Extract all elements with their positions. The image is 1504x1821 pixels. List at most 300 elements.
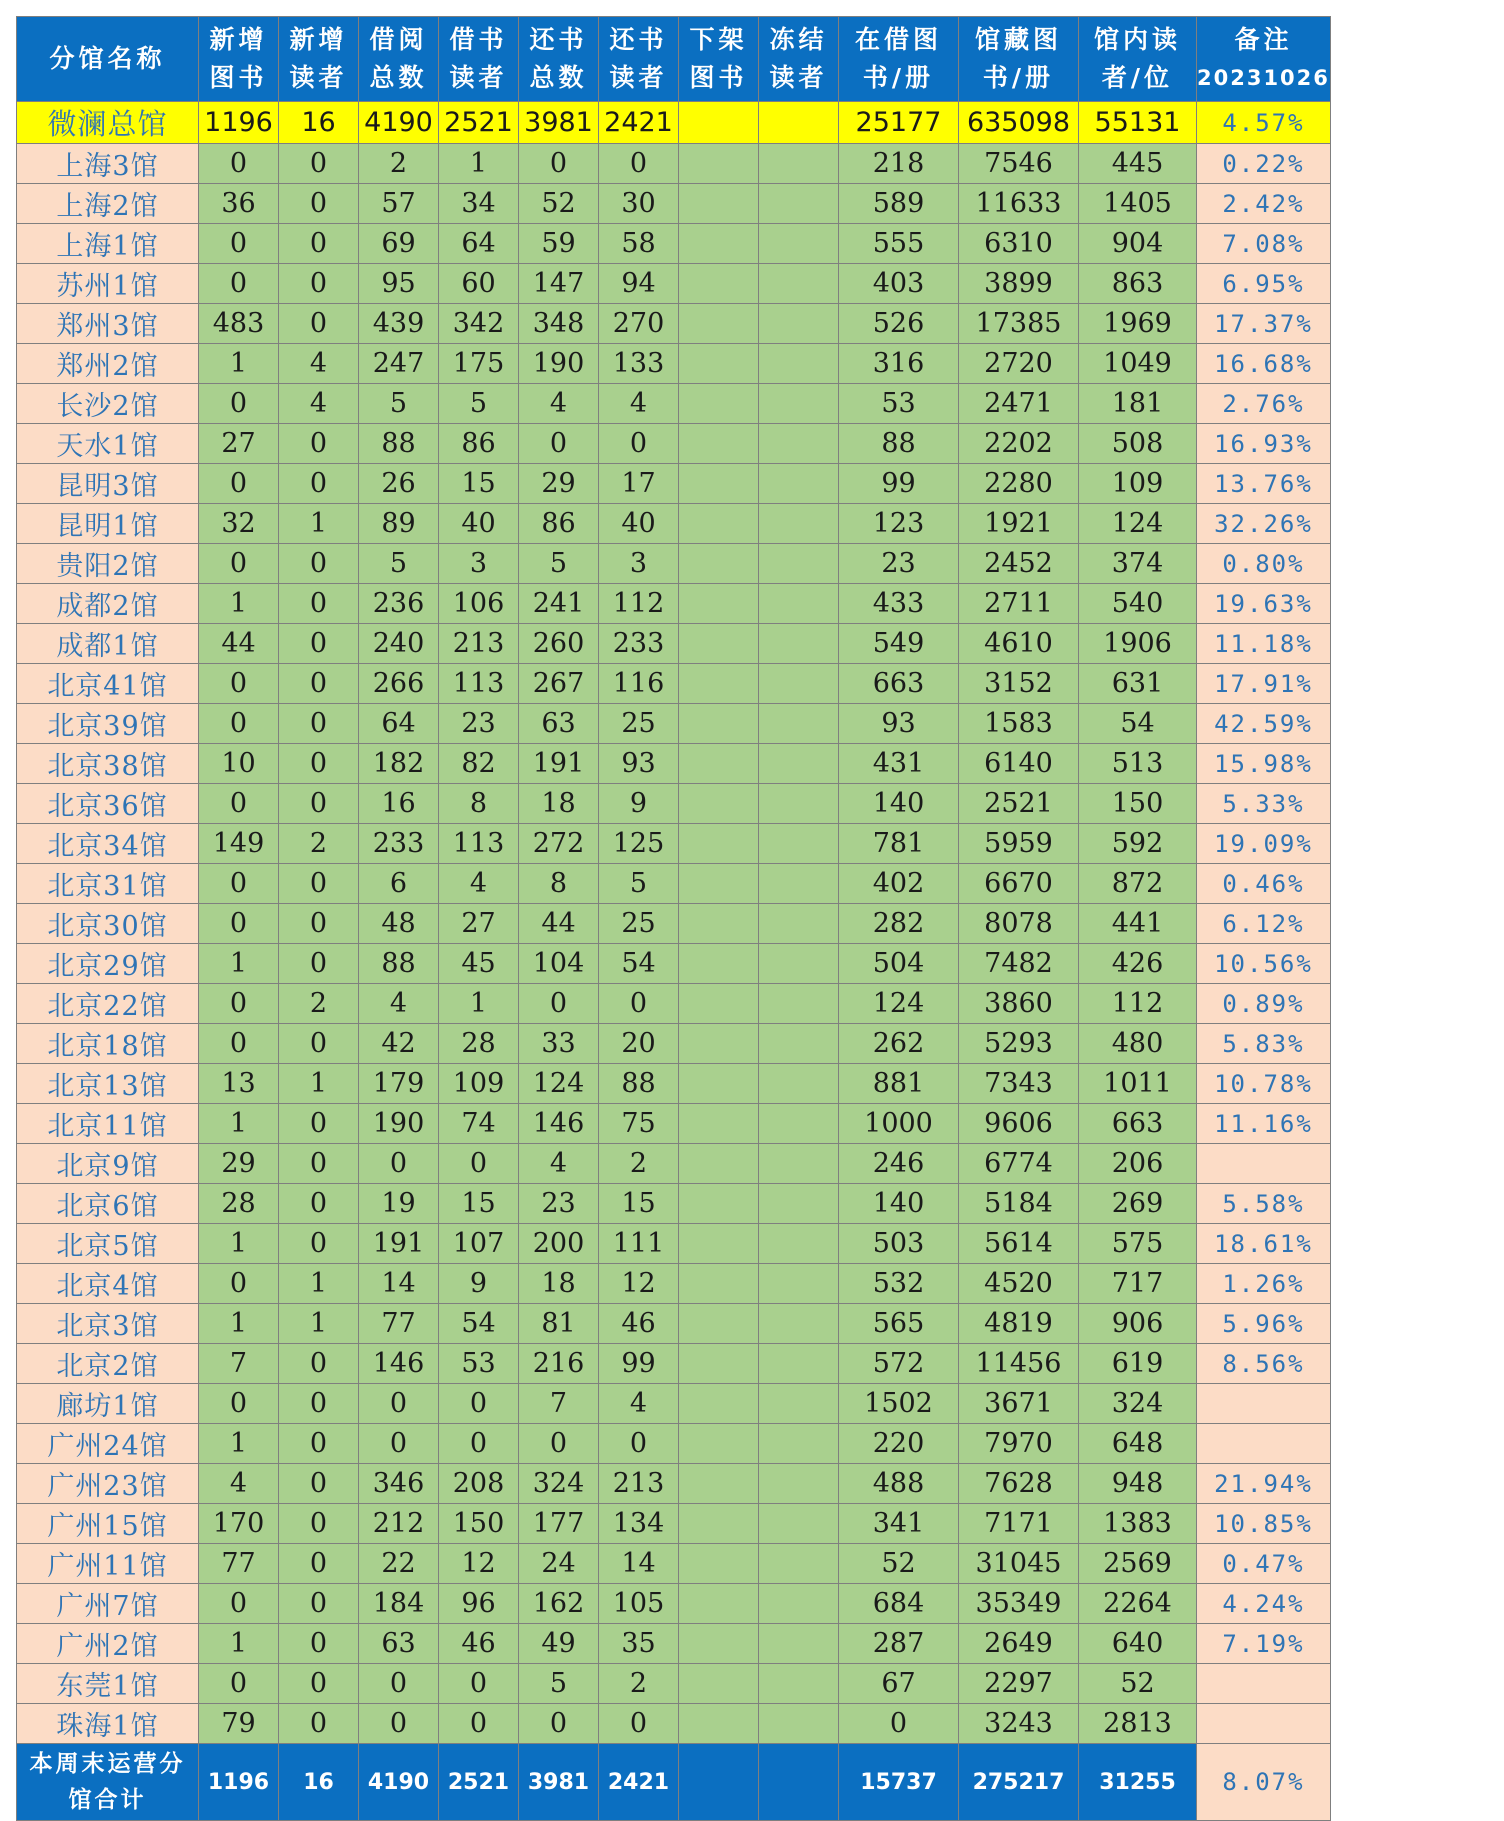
cell-note: 8.07%: [1197, 1744, 1331, 1821]
cell-removed-books: [679, 264, 759, 304]
cell-frozen-readers: [759, 984, 839, 1024]
cell-branch-name: 昆明3馆: [17, 464, 199, 504]
cell-new-books: 1: [199, 1424, 279, 1464]
table-row: [17, 824, 1331, 864]
cell-borrowing-readers: 46: [439, 1624, 519, 1664]
cell-total-returns: 33: [519, 1024, 599, 1064]
cell-returning-readers: 233: [599, 624, 679, 664]
cell-books-on-loan: 287: [839, 1624, 959, 1664]
cell-note: 0.89%: [1197, 984, 1331, 1024]
cell-in-library-readers: 1906: [1079, 624, 1197, 664]
cell-borrowing-readers: 342: [439, 304, 519, 344]
cell-note: 11.16%: [1197, 1104, 1331, 1144]
header-books-on-loan: 在借图书/册: [839, 17, 959, 102]
cell-note: 17.91%: [1197, 664, 1331, 704]
cell-total-borrows: 182: [359, 744, 439, 784]
cell-total-borrows: 212: [359, 1504, 439, 1544]
cell-collection-books: 4520: [959, 1264, 1079, 1304]
cell-frozen-readers: [759, 544, 839, 584]
cell-returning-readers: 2421: [599, 102, 679, 144]
cell-in-library-readers: 619: [1079, 1344, 1197, 1384]
cell-branch-name: 长沙2馆: [17, 384, 199, 424]
cell-books-on-loan: 555: [839, 224, 959, 264]
header-in-library-readers: 馆内读者/位: [1079, 17, 1197, 102]
cell-branch-name: 北京22馆: [17, 984, 199, 1024]
cell-total-returns: 23: [519, 1184, 599, 1224]
cell-collection-books: 11456: [959, 1344, 1079, 1384]
cell-borrowing-readers: 113: [439, 824, 519, 864]
cell-new-readers: 0: [279, 1024, 359, 1064]
cell-total-returns: 348: [519, 304, 599, 344]
table-row: [17, 864, 1331, 904]
cell-new-readers: 0: [279, 1184, 359, 1224]
cell-borrowing-readers: 64: [439, 224, 519, 264]
cell-returning-readers: 25: [599, 904, 679, 944]
cell-books-on-loan: 52: [839, 1544, 959, 1584]
cell-removed-books: [679, 664, 759, 704]
cell-books-on-loan: 572: [839, 1344, 959, 1384]
cell-removed-books: [679, 1384, 759, 1424]
table-row: [17, 904, 1331, 944]
table-row: [17, 1504, 1331, 1544]
cell-total-returns: 162: [519, 1584, 599, 1624]
cell-books-on-loan: 781: [839, 824, 959, 864]
cell-removed-books: [679, 584, 759, 624]
cell-borrowing-readers: 113: [439, 664, 519, 704]
cell-new-readers: 0: [279, 1544, 359, 1584]
cell-collection-books: 7628: [959, 1464, 1079, 1504]
cell-branch-name: 北京29馆: [17, 944, 199, 984]
table-row: [17, 1384, 1331, 1424]
cell-branch-name: 北京31馆: [17, 864, 199, 904]
cell-borrowing-readers: 109: [439, 1064, 519, 1104]
cell-borrowing-readers: 1: [439, 984, 519, 1024]
cell-total-returns: 146: [519, 1104, 599, 1144]
cell-in-library-readers: 426: [1079, 944, 1197, 984]
cell-collection-books: 31045: [959, 1544, 1079, 1584]
cell-returning-readers: 20: [599, 1024, 679, 1064]
cell-new-books: 1: [199, 1624, 279, 1664]
cell-frozen-readers: [759, 1104, 839, 1144]
cell-books-on-loan: 25177: [839, 102, 959, 144]
cell-note: 5.83%: [1197, 1024, 1331, 1064]
cell-frozen-readers: [759, 1024, 839, 1064]
cell-books-on-loan: 15737: [839, 1744, 959, 1821]
cell-borrowing-readers: 0: [439, 1704, 519, 1744]
cell-total-returns: 18: [519, 784, 599, 824]
cell-returning-readers: 0: [599, 984, 679, 1024]
cell-collection-books: 6310: [959, 224, 1079, 264]
cell-borrowing-readers: 28: [439, 1024, 519, 1064]
cell-total-returns: 29: [519, 464, 599, 504]
cell-frozen-readers: [759, 944, 839, 984]
table-row: [17, 784, 1331, 824]
cell-new-books: 0: [199, 664, 279, 704]
cell-books-on-loan: 93: [839, 704, 959, 744]
cell-new-readers: 1: [279, 1304, 359, 1344]
cell-new-readers: 16: [279, 102, 359, 144]
cell-borrowing-readers: 15: [439, 464, 519, 504]
cell-new-readers: 0: [279, 1504, 359, 1544]
cell-total-returns: 52: [519, 184, 599, 224]
header-total-borrows: 借阅总数: [359, 17, 439, 102]
table-row: [17, 424, 1331, 464]
cell-borrowing-readers: 0: [439, 1664, 519, 1704]
cell-collection-books: 2202: [959, 424, 1079, 464]
cell-returning-readers: 3: [599, 544, 679, 584]
cell-new-readers: 0: [279, 704, 359, 744]
cell-note: 19.09%: [1197, 824, 1331, 864]
table-row: [17, 704, 1331, 744]
cell-new-readers: 1: [279, 1264, 359, 1304]
total-row: [17, 102, 1331, 144]
cell-removed-books: [679, 504, 759, 544]
cell-new-books: 0: [199, 464, 279, 504]
table-row: [17, 144, 1331, 184]
cell-note: 6.95%: [1197, 264, 1331, 304]
cell-new-books: 29: [199, 1144, 279, 1184]
cell-returning-readers: 30: [599, 184, 679, 224]
header-notes-label: 备注: [1234, 25, 1293, 54]
cell-books-on-loan: 402: [839, 864, 959, 904]
cell-in-library-readers: 904: [1079, 224, 1197, 264]
cell-new-books: 4: [199, 1464, 279, 1504]
cell-frozen-readers: [759, 1384, 839, 1424]
cell-removed-books: [679, 1224, 759, 1264]
cell-removed-books: [679, 1584, 759, 1624]
cell-new-books: 27: [199, 424, 279, 464]
cell-collection-books: 35349: [959, 1584, 1079, 1624]
cell-borrowing-readers: 107: [439, 1224, 519, 1264]
cell-total-borrows: 69: [359, 224, 439, 264]
table-row: [17, 1704, 1331, 1744]
cell-total-borrows: 4190: [359, 1744, 439, 1821]
cell-new-readers: 0: [279, 544, 359, 584]
cell-total-returns: 200: [519, 1224, 599, 1264]
cell-frozen-readers: [759, 1624, 839, 1664]
cell-branch-name: 广州23馆: [17, 1464, 199, 1504]
table-row: [17, 304, 1331, 344]
cell-returning-readers: 134: [599, 1504, 679, 1544]
cell-total-returns: 147: [519, 264, 599, 304]
cell-in-library-readers: 948: [1079, 1464, 1197, 1504]
cell-books-on-loan: 23: [839, 544, 959, 584]
cell-new-readers: 1: [279, 504, 359, 544]
cell-borrowing-readers: 9: [439, 1264, 519, 1304]
cell-borrowing-readers: 40: [439, 504, 519, 544]
cell-books-on-loan: 99: [839, 464, 959, 504]
cell-collection-books: 635098: [959, 102, 1079, 144]
cell-new-readers: 0: [279, 1384, 359, 1424]
cell-removed-books: [679, 1624, 759, 1664]
cell-note: 10.85%: [1197, 1504, 1331, 1544]
cell-removed-books: [679, 184, 759, 224]
table-row: [17, 984, 1331, 1024]
cell-frozen-readers: [759, 224, 839, 264]
cell-collection-books: 3860: [959, 984, 1079, 1024]
cell-new-books: 483: [199, 304, 279, 344]
cell-new-readers: 0: [279, 864, 359, 904]
cell-total-returns: 44: [519, 904, 599, 944]
cell-borrowing-readers: 23: [439, 704, 519, 744]
cell-removed-books: [679, 1504, 759, 1544]
cell-total-borrows: 0: [359, 1704, 439, 1744]
cell-note: [1197, 1424, 1331, 1464]
cell-borrowing-readers: 53: [439, 1344, 519, 1384]
cell-removed-books: [679, 344, 759, 384]
cell-borrowing-readers: 175: [439, 344, 519, 384]
cell-new-books: 0: [199, 704, 279, 744]
cell-branch-name: 珠海1馆: [17, 1704, 199, 1744]
cell-total-borrows: 247: [359, 344, 439, 384]
cell-collection-books: 7546: [959, 144, 1079, 184]
cell-in-library-readers: 640: [1079, 1624, 1197, 1664]
cell-branch-name: 北京9馆: [17, 1144, 199, 1184]
cell-branch-name: 北京36馆: [17, 784, 199, 824]
cell-new-readers: 1: [279, 1064, 359, 1104]
cell-returning-readers: 105: [599, 1584, 679, 1624]
cell-note: [1197, 1664, 1331, 1704]
cell-note: 11.18%: [1197, 624, 1331, 664]
cell-borrowing-readers: 208: [439, 1464, 519, 1504]
cell-total-borrows: 0: [359, 1384, 439, 1424]
branch-stats-table: [16, 16, 1331, 1821]
cell-total-returns: 63: [519, 704, 599, 744]
cell-in-library-readers: 2813: [1079, 1704, 1197, 1744]
cell-new-readers: 0: [279, 744, 359, 784]
cell-returning-readers: 116: [599, 664, 679, 704]
cell-new-books: 170: [199, 1504, 279, 1544]
cell-new-readers: 0: [279, 1584, 359, 1624]
cell-branch-name: 北京34馆: [17, 824, 199, 864]
cell-branch-name: 上海3馆: [17, 144, 199, 184]
cell-in-library-readers: 2569: [1079, 1544, 1197, 1584]
cell-new-readers: 0: [279, 624, 359, 664]
table-row: [17, 1424, 1331, 1464]
cell-new-books: 1: [199, 584, 279, 624]
cell-removed-books: [679, 704, 759, 744]
cell-total-returns: 81: [519, 1304, 599, 1344]
cell-removed-books: [679, 1744, 759, 1821]
cell-total-borrows: 14: [359, 1264, 439, 1304]
cell-branch-name: 东莞1馆: [17, 1664, 199, 1704]
cell-removed-books: [679, 144, 759, 184]
table-row: [17, 1224, 1331, 1264]
cell-returning-readers: 213: [599, 1464, 679, 1504]
cell-total-borrows: 48: [359, 904, 439, 944]
cell-frozen-readers: [759, 904, 839, 944]
cell-total-returns: 191: [519, 744, 599, 784]
cell-branch-name: 成都1馆: [17, 624, 199, 664]
cell-in-library-readers: 109: [1079, 464, 1197, 504]
cell-borrowing-readers: 96: [439, 1584, 519, 1624]
cell-removed-books: [679, 944, 759, 984]
cell-borrowing-readers: 8: [439, 784, 519, 824]
cell-branch-name: 北京38馆: [17, 744, 199, 784]
cell-collection-books: 7343: [959, 1064, 1079, 1104]
cell-new-readers: 0: [279, 224, 359, 264]
cell-removed-books: [679, 824, 759, 864]
cell-returning-readers: 40: [599, 504, 679, 544]
cell-total-borrows: 236: [359, 584, 439, 624]
cell-in-library-readers: 631: [1079, 664, 1197, 704]
cell-in-library-readers: 480: [1079, 1024, 1197, 1064]
table-row: [17, 1584, 1331, 1624]
cell-frozen-readers: [759, 1224, 839, 1264]
cell-removed-books: [679, 904, 759, 944]
cell-books-on-loan: 504: [839, 944, 959, 984]
cell-borrowing-readers: 3: [439, 544, 519, 584]
cell-branch-name: 广州2馆: [17, 1624, 199, 1664]
cell-borrowing-readers: 2521: [439, 102, 519, 144]
cell-total-borrows: 184: [359, 1584, 439, 1624]
cell-new-readers: 0: [279, 1224, 359, 1264]
cell-total-borrows: 4190: [359, 102, 439, 144]
cell-in-library-readers: 717: [1079, 1264, 1197, 1304]
cell-total-borrows: 57: [359, 184, 439, 224]
cell-books-on-loan: 53: [839, 384, 959, 424]
cell-returning-readers: 4: [599, 384, 679, 424]
cell-books-on-loan: 526: [839, 304, 959, 344]
cell-books-on-loan: 220: [839, 1424, 959, 1464]
cell-returning-readers: 0: [599, 1704, 679, 1744]
cell-note: 32.26%: [1197, 504, 1331, 544]
cell-total-borrows: 266: [359, 664, 439, 704]
cell-collection-books: 2521: [959, 784, 1079, 824]
cell-branch-name: 广州24馆: [17, 1424, 199, 1464]
header-borrowing-readers: 借书读者: [439, 17, 519, 102]
cell-total-borrows: 77: [359, 1304, 439, 1344]
cell-books-on-loan: 218: [839, 144, 959, 184]
cell-frozen-readers: [759, 304, 839, 344]
cell-total-borrows: 0: [359, 1144, 439, 1184]
cell-new-books: 0: [199, 864, 279, 904]
cell-borrowing-readers: 1: [439, 144, 519, 184]
cell-collection-books: 2649: [959, 1624, 1079, 1664]
cell-in-library-readers: 1011: [1079, 1064, 1197, 1104]
cell-total-returns: 216: [519, 1344, 599, 1384]
cell-note: 5.96%: [1197, 1304, 1331, 1344]
cell-in-library-readers: 906: [1079, 1304, 1197, 1344]
cell-books-on-loan: 488: [839, 1464, 959, 1504]
cell-new-books: 0: [199, 144, 279, 184]
cell-frozen-readers: [759, 464, 839, 504]
cell-branch-name: 北京18馆: [17, 1024, 199, 1064]
cell-total-returns: 18: [519, 1264, 599, 1304]
cell-total-returns: 272: [519, 824, 599, 864]
cell-total-borrows: 439: [359, 304, 439, 344]
cell-borrowing-readers: 82: [439, 744, 519, 784]
cell-total-returns: 190: [519, 344, 599, 384]
cell-books-on-loan: 124: [839, 984, 959, 1024]
cell-total-returns: 86: [519, 504, 599, 544]
cell-new-readers: 0: [279, 784, 359, 824]
cell-branch-name: 天水1馆: [17, 424, 199, 464]
cell-borrowing-readers: 74: [439, 1104, 519, 1144]
cell-returning-readers: 94: [599, 264, 679, 304]
cell-returning-readers: 112: [599, 584, 679, 624]
cell-note: 5.33%: [1197, 784, 1331, 824]
cell-branch-name: 郑州3馆: [17, 304, 199, 344]
cell-frozen-readers: [759, 1184, 839, 1224]
cell-total-returns: 0: [519, 1704, 599, 1744]
cell-books-on-loan: 140: [839, 1184, 959, 1224]
cell-removed-books: [679, 1304, 759, 1344]
cell-books-on-loan: 565: [839, 1304, 959, 1344]
cell-borrowing-readers: 106: [439, 584, 519, 624]
cell-frozen-readers: [759, 624, 839, 664]
cell-frozen-readers: [759, 1424, 839, 1464]
cell-new-readers: 0: [279, 1344, 359, 1384]
cell-collection-books: 2711: [959, 584, 1079, 624]
cell-removed-books: [679, 102, 759, 144]
cell-total-returns: 260: [519, 624, 599, 664]
header-removed-books: 下架图书: [679, 17, 759, 102]
cell-note: 6.12%: [1197, 904, 1331, 944]
cell-in-library-readers: 663: [1079, 1104, 1197, 1144]
cell-books-on-loan: 123: [839, 504, 959, 544]
cell-collection-books: 5184: [959, 1184, 1079, 1224]
table-row: [17, 1024, 1331, 1064]
cell-branch-name: 北京39馆: [17, 704, 199, 744]
cell-removed-books: [679, 1664, 759, 1704]
cell-note: 8.56%: [1197, 1344, 1331, 1384]
cell-in-library-readers: 112: [1079, 984, 1197, 1024]
cell-books-on-loan: 1000: [839, 1104, 959, 1144]
cell-returning-readers: 133: [599, 344, 679, 384]
cell-branch-name: 北京30馆: [17, 904, 199, 944]
cell-total-returns: 241: [519, 584, 599, 624]
cell-collection-books: 5959: [959, 824, 1079, 864]
cell-in-library-readers: 513: [1079, 744, 1197, 784]
cell-new-readers: 4: [279, 384, 359, 424]
cell-total-returns: 24: [519, 1544, 599, 1584]
table-row: [17, 1544, 1331, 1584]
cell-books-on-loan: 67: [839, 1664, 959, 1704]
cell-returning-readers: 9: [599, 784, 679, 824]
cell-branch-name: 微澜总馆: [17, 102, 199, 144]
cell-collection-books: 3671: [959, 1384, 1079, 1424]
cell-new-books: 0: [199, 984, 279, 1024]
cell-frozen-readers: [759, 584, 839, 624]
header-total-returns: 还书总数: [519, 17, 599, 102]
header-notes-date: 20231026: [1197, 66, 1330, 90]
cell-total-borrows: 240: [359, 624, 439, 664]
cell-returning-readers: 5: [599, 864, 679, 904]
cell-note: 7.19%: [1197, 1624, 1331, 1664]
cell-total-borrows: 0: [359, 1424, 439, 1464]
cell-books-on-loan: 532: [839, 1264, 959, 1304]
cell-branch-name: 郑州2馆: [17, 344, 199, 384]
cell-returning-readers: 54: [599, 944, 679, 984]
cell-new-readers: 0: [279, 904, 359, 944]
cell-in-library-readers: 441: [1079, 904, 1197, 944]
cell-note: 18.61%: [1197, 1224, 1331, 1264]
cell-new-readers: 0: [279, 1104, 359, 1144]
cell-removed-books: [679, 1464, 759, 1504]
cell-books-on-loan: 246: [839, 1144, 959, 1184]
cell-total-borrows: 5: [359, 384, 439, 424]
cell-note: 4.57%: [1197, 102, 1331, 144]
cell-borrowing-readers: 213: [439, 624, 519, 664]
table-row: [17, 744, 1331, 784]
cell-frozen-readers: [759, 102, 839, 144]
cell-frozen-readers: [759, 704, 839, 744]
cell-total-returns: 59: [519, 224, 599, 264]
table-row: [17, 344, 1331, 384]
cell-removed-books: [679, 1704, 759, 1744]
cell-new-books: 36: [199, 184, 279, 224]
